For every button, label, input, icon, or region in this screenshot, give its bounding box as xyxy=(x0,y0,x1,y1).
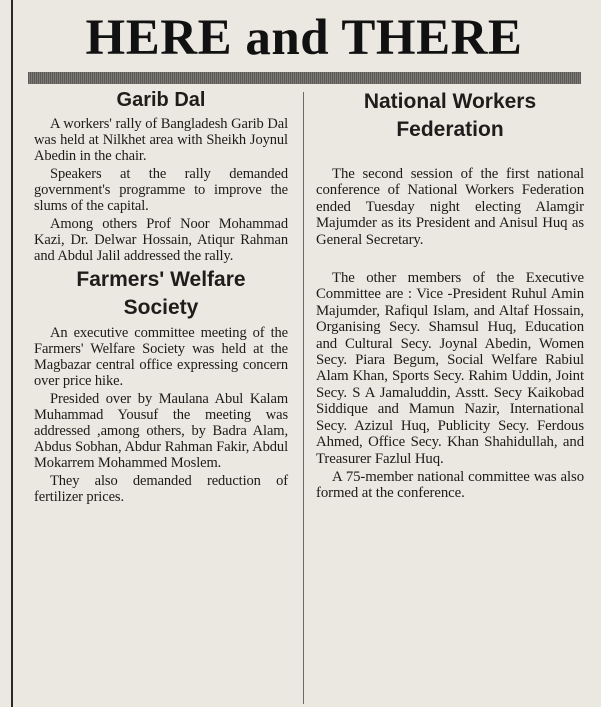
right-column xyxy=(316,88,584,504)
article-paragraph: Among others Prof Noor Mohammad Kazi, Dr. Delwar Hossain, Atiqur Rahman and Abdul Jalil addressed the rally. xyxy=(34,216,288,264)
article-garib-dal xyxy=(34,88,288,264)
article-heading-line-1: National Workers xyxy=(363,90,537,113)
article-paragraph: An executive committee meeting of the Farmers' Welfare Society was held at the Magbazar central office expressing concern over price hike. xyxy=(34,325,288,389)
article-farmers-welfare-society xyxy=(34,266,288,505)
masthead-underline-bar xyxy=(28,72,581,84)
article-heading-line-2: Federation xyxy=(396,118,504,141)
article-paragraph: The other members of the Executive Committee are : Vice -President Ruhul Amin Majumder, Rafiqul Islam, and Altaf Hossain, Organising Secy. Shamsul Huq, Education and Cultural Secy. Joynal Abedin, Women Secy. Piara Begum, Social Welfare Rabiul Alam Khan, Sports Secy. Rahim Uddin, Joint Secy. S A Jamaluddin, Asstt. Secy Kaikobad Siddique and Mamun Nazir, International Secy. Azizul Huq, Publicity Secy. Ferdous Ahmed, Office Secy. Khan Shahidullah, and Treasurer Fazlul Huq. xyxy=(316,270,584,467)
article-paragraph: They also demanded reduction of fertilizer prices. xyxy=(34,473,288,505)
article-heading-line-2: Society xyxy=(123,296,199,319)
left-column-rule xyxy=(11,0,13,707)
article-paragraph: A 75-member national committee was also formed at the conference. xyxy=(316,468,584,502)
left-column xyxy=(34,88,288,507)
article-paragraph: A workers' rally of Bangladesh Garib Dal was held at Nilkhet area with Sheikh Joynul Abedin in the chair. xyxy=(34,116,288,164)
article-paragraph: Presided over by Maulana Abul Kalam Muhammad Yousuf the meeting was addressed ,among others, by Badra Alam, Abdus Sobhan, Abdur Rahman Fakir, Abdul Mokarrem Mohammed Moslem. xyxy=(34,391,288,471)
article-paragraph: The second session of the first national conference of National Workers Federation ended Tuesday night electing Alamgir Majumder as its President and Anisul Huq as General Secretary. xyxy=(316,166,584,248)
masthead xyxy=(26,4,582,84)
article-heading: Garib Dal xyxy=(116,89,206,111)
article-heading-line-1: Farmers' Welfare xyxy=(76,268,246,291)
column-divider xyxy=(303,92,304,704)
masthead-title: HERE and THERE xyxy=(85,10,523,66)
article-national-workers-federation xyxy=(316,88,584,502)
article-paragraph: Speakers at the rally demanded government's programme to improve the slums of the capital. xyxy=(34,166,288,214)
